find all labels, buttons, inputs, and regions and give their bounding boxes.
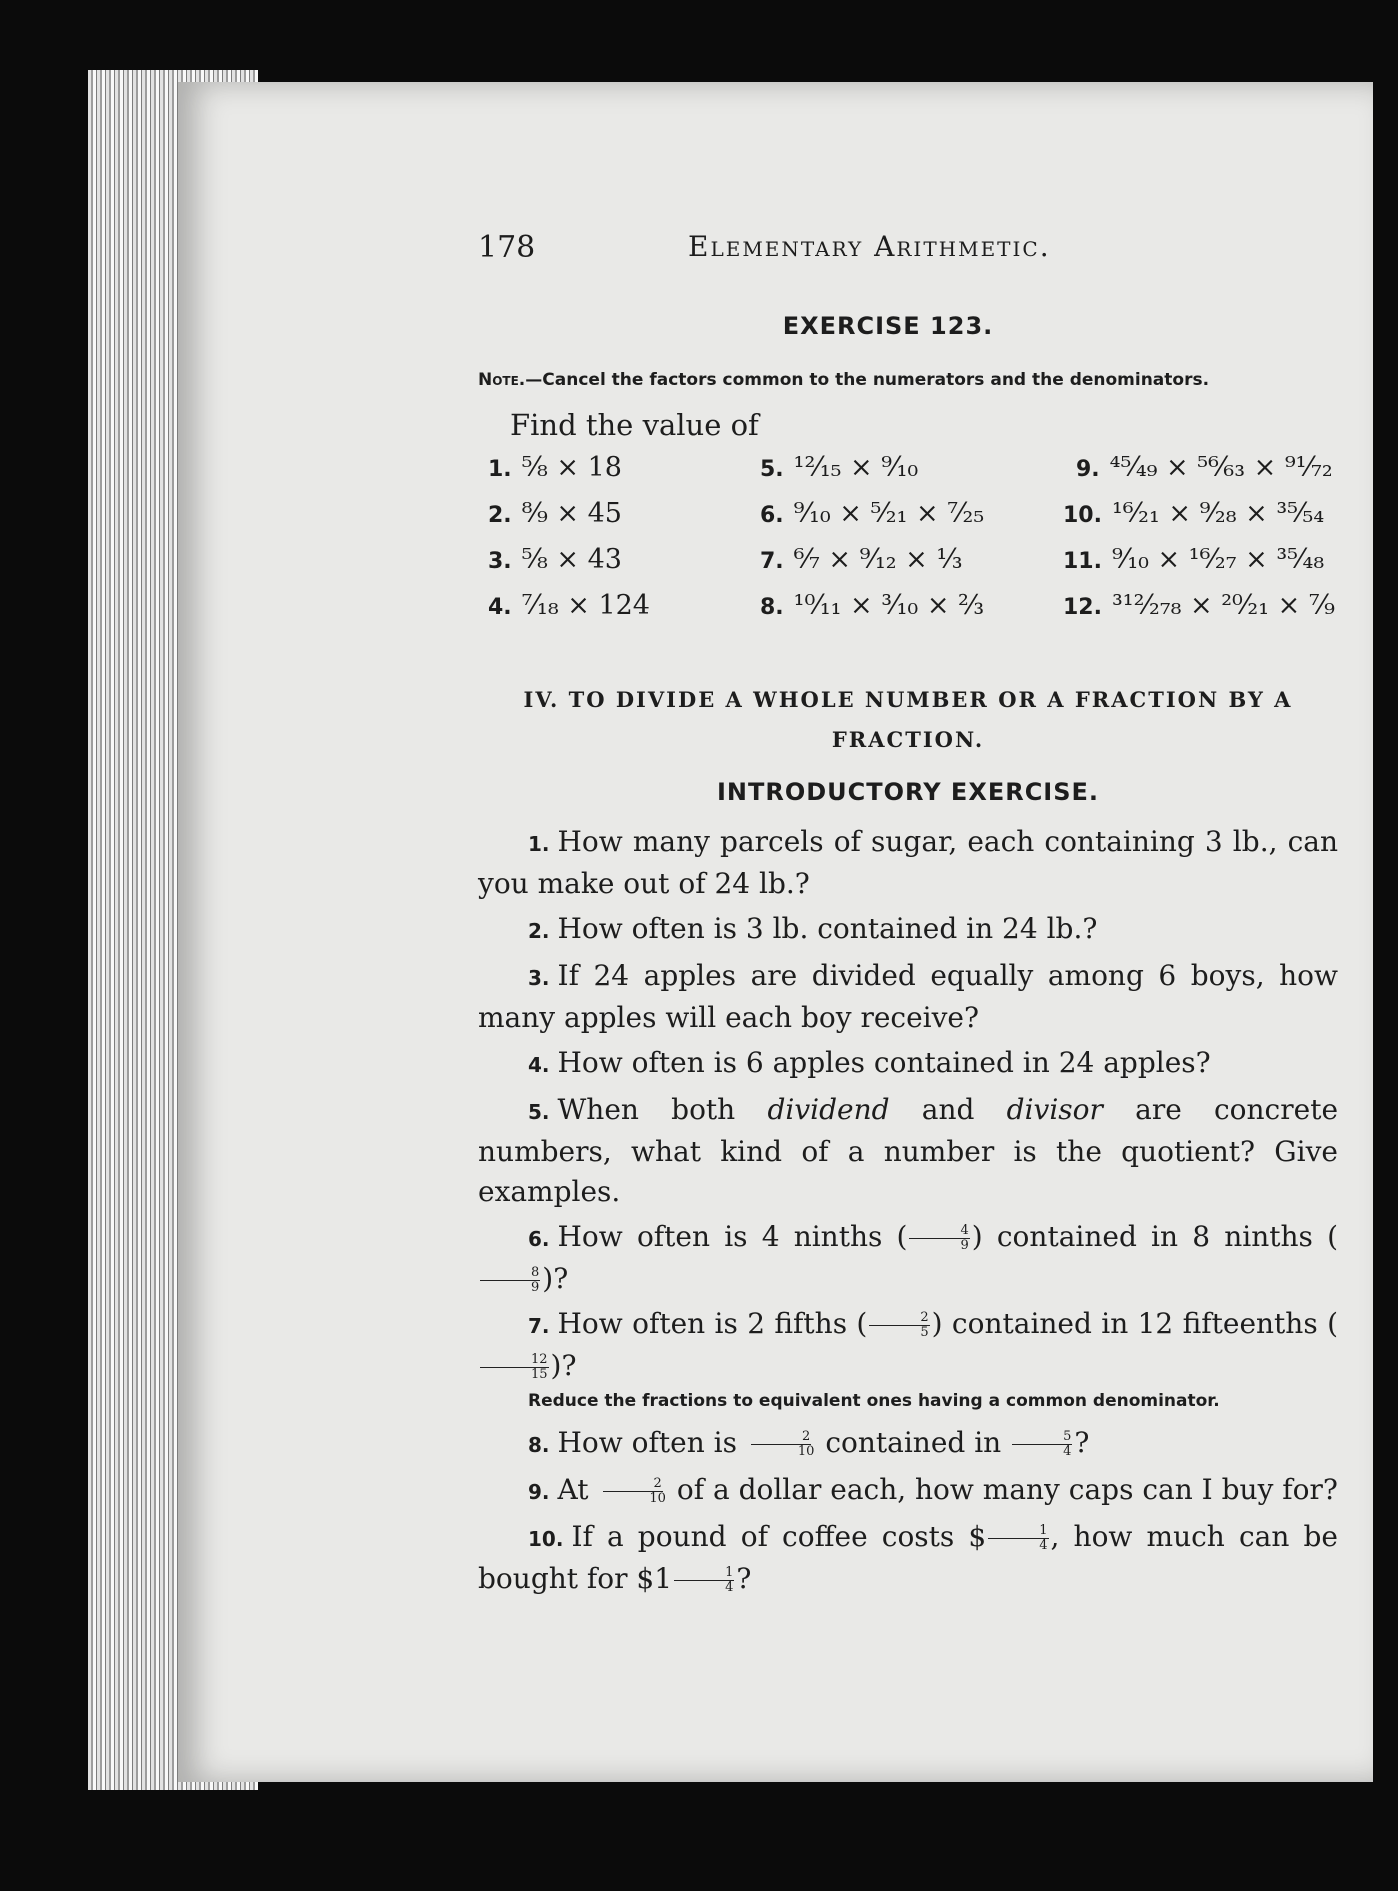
problem-item: 2. ⁸⁄₉ × 45: [488, 498, 622, 529]
fraction: $\frac{1}{4}$: [988, 1524, 1048, 1553]
fraction: $\frac{12}{15}$: [480, 1353, 549, 1382]
question-item: 5. When both dividend and divisor are concrete numbers, what kind of a number is the quotient? Give examples.: [478, 1093, 1339, 1208]
problem-item: 4. ⁷⁄₁₈ × 124: [488, 590, 650, 621]
question-item: 9. At $\frac{2}{10}$ of a dollar each, how many caps can I buy for?: [528, 1473, 1338, 1506]
fraction: $\frac{8}{9}$: [480, 1266, 540, 1295]
question-item: 6. How often is 4 ninths ( $\frac{4}{9}$ ) contained in 8 ninths ( $\frac{8}{9}$ )?: [478, 1217, 1338, 1299]
problem-item: 12. ³¹²⁄₂₇₈ × ²⁰⁄₂₁ × ⁷⁄₉: [1063, 590, 1335, 621]
question-list: [478, 822, 1338, 1604]
page-number: 178: [478, 230, 536, 265]
question-item: 8. How often is $\frac{2}{10}$ contained in $\frac{5}{4}$ ?: [528, 1426, 1090, 1459]
problem-item: 6. ⁹⁄₁₀ × ⁵⁄₂₁ × ⁷⁄₂₅: [760, 498, 985, 529]
running-head: [478, 230, 1338, 270]
exercise-prompt: Find the value of: [510, 408, 759, 442]
problem-item: 5. ¹²⁄₁₅ × ⁹⁄₁₀: [760, 452, 919, 483]
fraction: $\frac{4}{9}$: [909, 1224, 969, 1253]
question-item: 2. How often is 3 lb. contained in 24 lb.?: [528, 912, 1098, 945]
problem-item: 3. ⁵⁄₈ × 43: [488, 544, 622, 575]
note-text: —Cancel the factors common to the numerators and the denominators.: [525, 370, 1210, 390]
exercise-title: EXERCISE 123.: [782, 312, 994, 340]
question-item: 1. How many parcels of sugar, each containing 3 lb., can you make out of 24 lb.?: [478, 825, 1338, 900]
problem-item: 10. ¹⁶⁄₂₁ × ⁹⁄₂₈ × ³⁵⁄₅₄: [1063, 498, 1325, 529]
fraction: $\frac{5}{4}$: [1012, 1430, 1072, 1459]
problem-item: 9. ⁴⁵⁄₄₉ × ⁵⁶⁄₆₃ × ⁹¹⁄₇₂: [1076, 452, 1333, 483]
fraction: $\frac{1}{4}$: [674, 1566, 734, 1595]
problem-item: 8. ¹⁰⁄₁₁ × ³⁄₁₀ × ⅔: [760, 590, 985, 621]
exercise-note: [478, 370, 1328, 390]
introductory-exercise-title: INTRODUCTORY EXERCISE.: [716, 778, 1100, 806]
question-item: 3. If 24 apples are divided equally among 6 boys, how many apples will each boy receive?: [478, 959, 1338, 1034]
problem-item: 7. ⁶⁄₇ × ⁹⁄₁₂ × ¹⁄₃: [760, 544, 963, 575]
question-item: 10. If a pound of coffee costs $ $\frac{1}{4}$ , how much can be bought for $1 $\frac{1}{4}$ ?: [478, 1520, 1338, 1595]
page-title: Elementary Arithmetic.: [688, 230, 1051, 263]
question-item: 4. How often is 6 apples contained in 24 apples?: [528, 1046, 1211, 1079]
problem-item: 1. ⁵⁄₈ × 18: [488, 452, 622, 483]
fraction: $\frac{2}{5}$: [869, 1311, 929, 1340]
fraction: $\frac{2}{10}$: [599, 1477, 666, 1506]
note-label: Note.: [478, 370, 526, 390]
question-item: 7. How often is 2 fifths ( $\frac{2}{5}$ ) contained in 12 fifteenths ( $\frac{12}{15}$ )?: [478, 1304, 1338, 1386]
fraction: $\frac{2}{10}$: [748, 1430, 815, 1459]
section-heading: IV. TO DIVIDE A WHOLE NUMBER OR A FRACTION BY A FRACTION.: [523, 687, 1293, 752]
reduce-instruction: Reduce the fractions to equivalent ones having a common denominator.: [528, 1391, 1220, 1411]
problem-item: 11. ⁹⁄₁₀ × ¹⁶⁄₂₇ × ³⁵⁄₄₈: [1063, 544, 1325, 575]
book-page: [178, 82, 1373, 1782]
